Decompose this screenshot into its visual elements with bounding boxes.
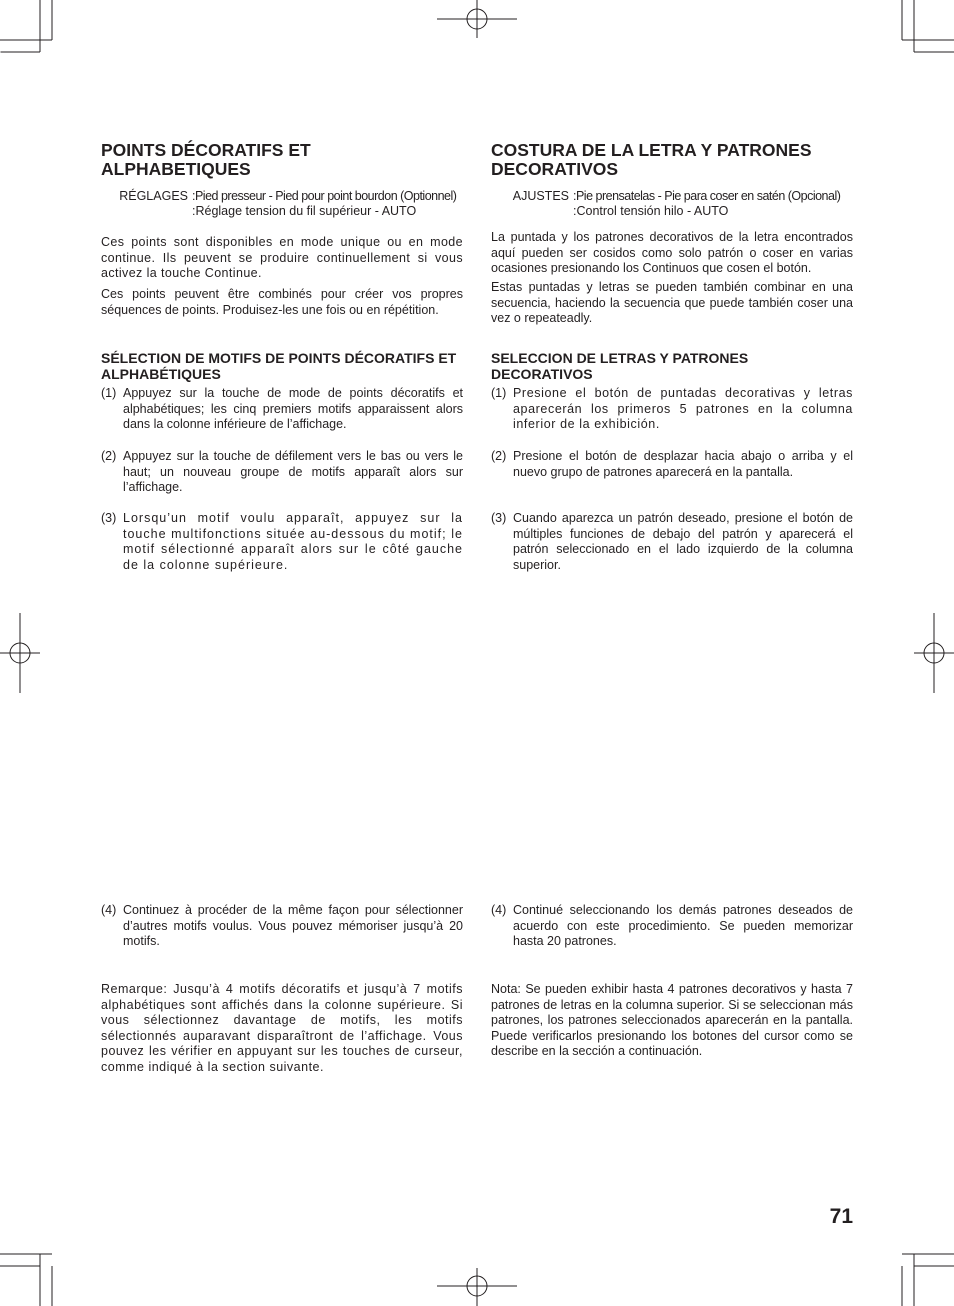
step-number: (4) [101,903,117,917]
step-number: (2) [101,449,117,463]
step-3 [491,511,853,573]
step-4 [491,903,853,950]
step-text: Appuyez sur la touche de mode de points décoratifs et alphabétiques; les cinq premiers motifs apparaissent alors dans la colonne inférieure de l’affichage. [123,386,463,432]
step-text: Cuando aparezca un patrón deseado, presione el botón de múltiples funciones de debajo del patrón y aparecerá el patrón seleccionado en el lado izquierdo de la columna superior. [513,511,853,572]
step-number: (1) [491,386,507,400]
step-1 [101,386,463,433]
step-text: Presione el botón de desplazar hacia abajo o arriba y el nuevo grupo de patrones aparecerá en la pantalla. [513,449,853,479]
step-number: (3) [491,511,507,525]
page-number: 71 [829,1205,853,1228]
step-text: Continuez à procéder de la même façon pour sélectionner d’autres motifs voulus. Vous pouvez mémoriser jusqu’à 20 motifs. [123,903,463,949]
intro-paragraph-2: Estas puntadas y letras se pueden también combinar en una secuencia, haciendo la secuencia que puede también coser una vez o repeateadly. [491,280,853,326]
step-3 [101,511,463,573]
note-paragraph: Nota: Se pueden exhibir hasta 4 patrones decorativos y hasta 7 patrones de letras en la columna superior. Si se seleccionan más patrones, los patrones seleccionados aparecerán en la pantalla. Puede verificarlos presionando los botones del cursor como se describe en la sección a continuación. [491,982,853,1059]
settings-line-2: :Réglage tension du fil supérieur - AUTO [192,204,417,218]
step-number: (1) [101,386,117,400]
remark-paragraph: Remarque: Jusqu’à 4 motifs décoratifs et jusqu’à 7 motifs alphabétiques sont affichés dans la colonne supérieure. Si vous sélectionnez davantage de motifs, les motifs sélectionnés auparavant disparaîtront de l’affichage. Vous pouvez les vérifier en appuyant sur les touches de curseur, comme indiqué à la section suivante. [101,982,463,1074]
step-2 [491,449,853,480]
step-number: (2) [491,449,507,463]
intro-paragraph-1: La puntada y los patrones decorativos de la letra encontrados aquí pueden ser cosidos como solo patrón o coser en varias ocasiones presionando los Continuos que cosen el botón. [491,230,853,276]
section-title: POINTS DÉCORATIFS ET ALPHABETIQUES [101,140,311,179]
step-text: Appuyez sur la touche de défilement vers le bas ou vers le haut; un nouveau groupe de motifs apparaît alors sur l’affichage. [123,449,463,495]
step-1 [491,386,853,433]
settings-block [101,189,463,219]
section-title: COSTURA DE LA LETRA Y PATRONES DECORATIVOS [491,140,812,179]
intro-paragraph-1: Ces points sont disponibles en mode unique ou en mode continue. Ils peuvent se produire continuellement si vous activez la touche Continue. [101,235,463,281]
step-text: Presione el botón de puntadas decorativas y letras aparecerán los primeros 5 patrones en la columna inferior de la exhibición. [513,386,853,432]
subsection-title: SELECCION DE LETRAS Y PATRONES DECORATIVOS [491,350,749,382]
settings-line-2: :Control tensión hilo - AUTO [573,204,729,218]
step-number: (4) [491,903,507,917]
settings-line-1: :Pied presseur - Pied pour point bourdon (Optionnel) [192,189,457,203]
step-text: Continué seleccionando los demás patrones deseados de acuerdo con este procedimiento. Se pueden memorizar hasta 20 patrones. [513,903,853,949]
step-4 [101,903,463,950]
settings-label: AJUSTES [512,189,569,203]
settings-line-1: :Pie prensatelas - Pie para coser en satén (Opcional) [573,189,841,203]
subsection-title: SÉLECTION DE MOTIFS DE POINTS DÉCORATIFS ET ALPHABÉTIQUES [101,350,457,382]
step-number: (3) [101,511,117,525]
intro-paragraph-2: Ces points peuvent être combinés pour créer vos propres séquences de points. Produisez-les une fois ou en répétition. [101,287,463,317]
settings-label: RÉGLAGES [119,189,188,203]
step-2 [101,449,463,496]
step-text: Lorsqu’un motif voulu apparaît, appuyez sur la touche multifonctions située au-dessous du motif; le motif sélectionné apparaît alors sur le côté gauche de la colonne supérieure. [123,511,463,572]
settings-block [491,189,853,219]
